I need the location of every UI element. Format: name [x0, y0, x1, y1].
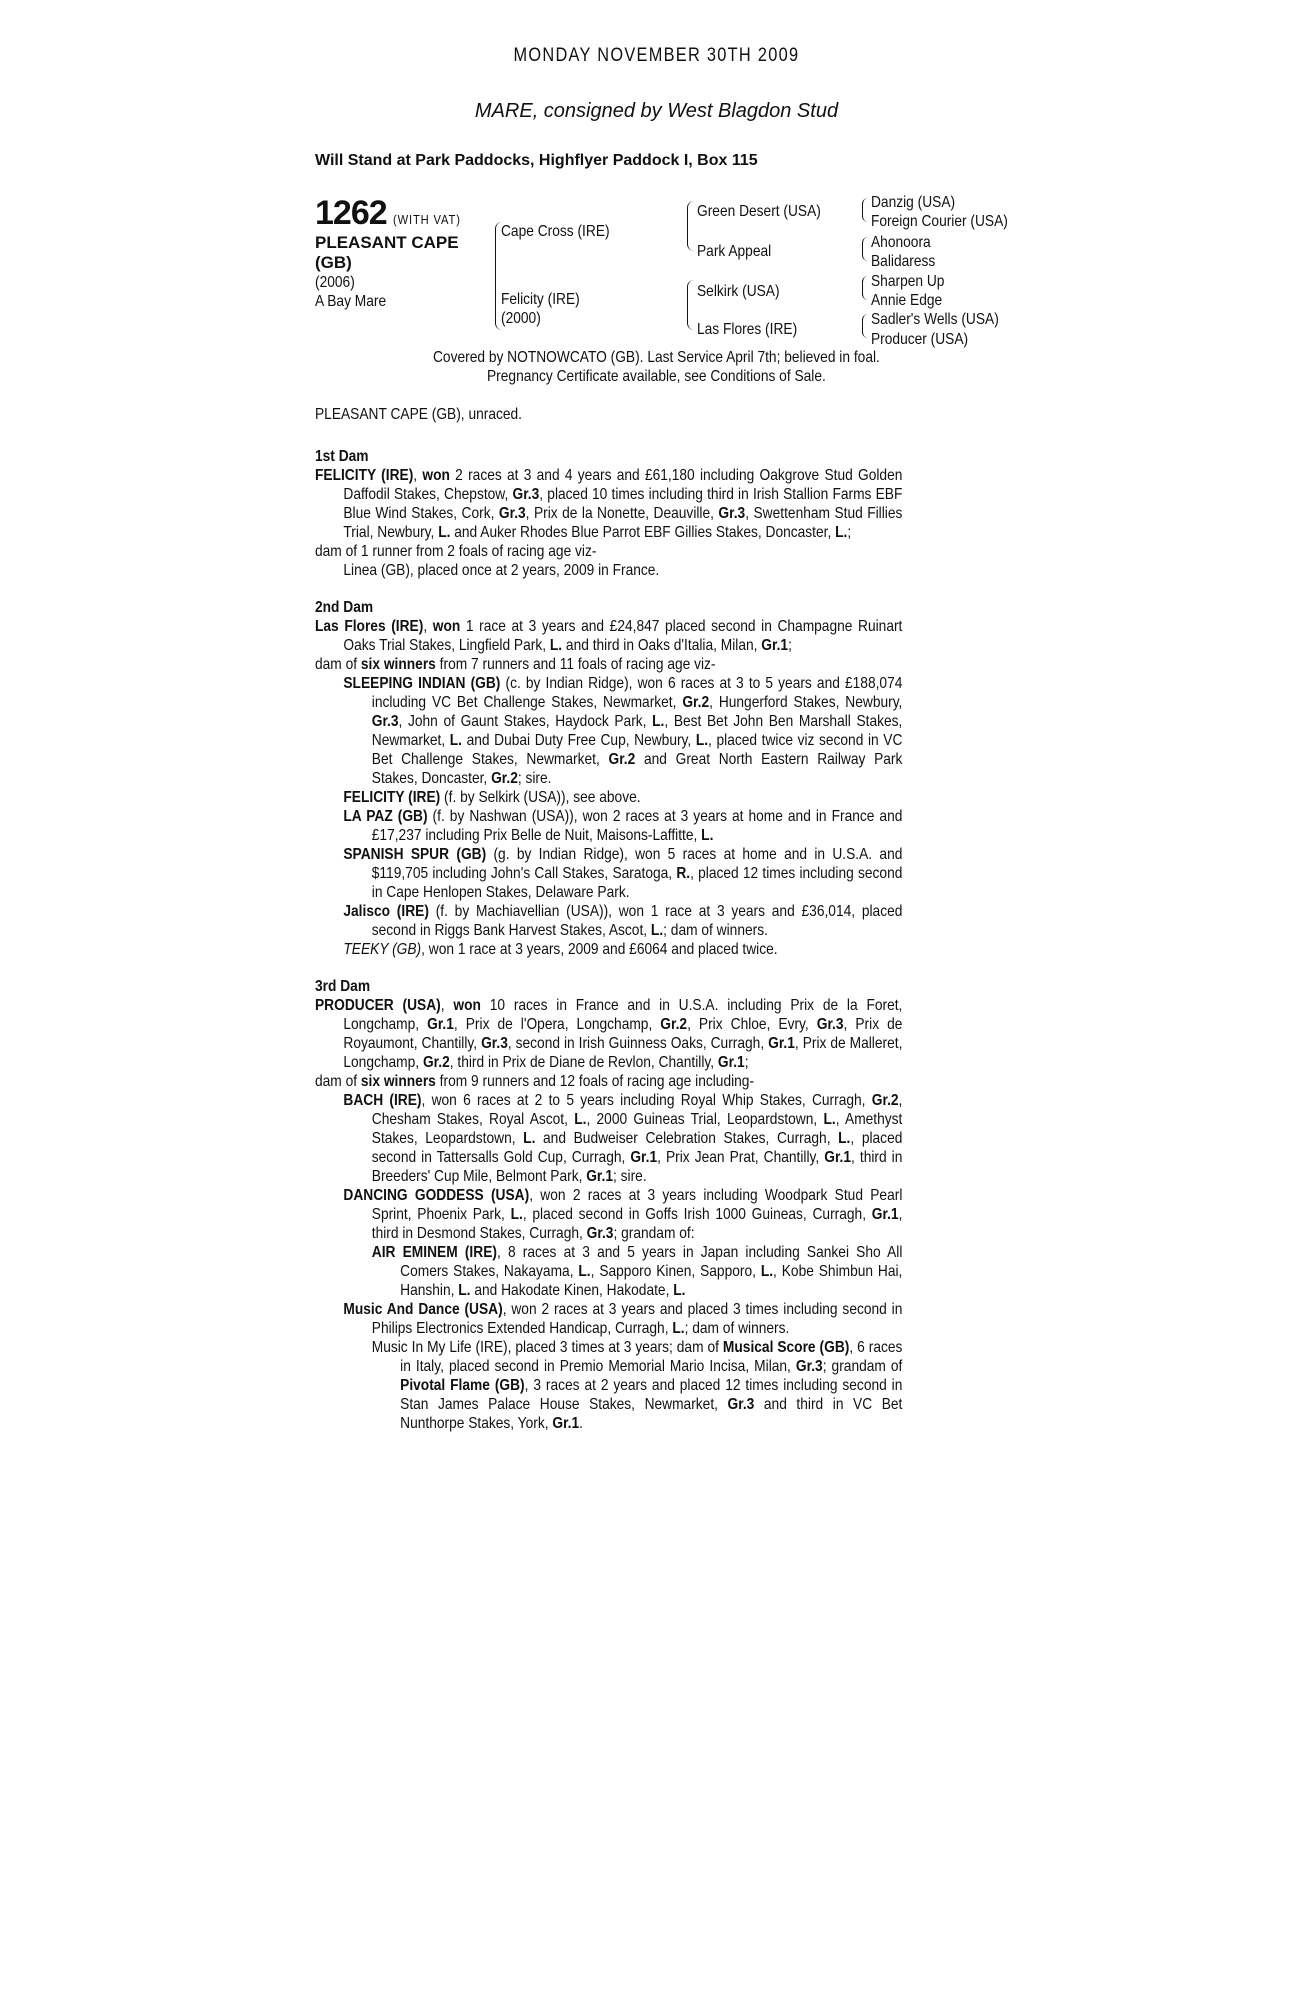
pedigree-sire-dam: Park Appeal [697, 243, 772, 260]
third-dam-grandproduce-1: AIR EMINEM (IRE), 8 races at 3 and 5 years in Japan including Sankei Sho All Comers Stakes, Nakayama, L., Sapporo Kinen, Sapporo, L., Kobe Shimbun Hai, Hanshin, L. and Hakodate Kinen, Hakodate, L. [371, 1244, 903, 1299]
pedigree-dds: Sadler's Wells (USA) [871, 311, 999, 328]
horse-name: PLEASANT CAPE (GB) [315, 233, 459, 272]
covered-line-1: Covered by NOTNOWCATO (GB). Last Service April 7th; believed in foal. [432, 349, 880, 366]
pedigree-brace-3c [862, 276, 868, 300]
pedigree-dam-dam: Las Flores (IRE) [697, 321, 798, 338]
lot-number-block [315, 194, 471, 233]
second-dam-produce-6: TEEKY (GB), won 1 race at 3 years, 2009 and £6064 and placed twice. [343, 941, 778, 958]
pedigree-brace-3d [862, 314, 868, 338]
first-dam-heading: 1st Dam [315, 448, 369, 465]
second-dam-produce-3: LA PAZ (GB) (f. by Nashwan (USA)), won 2 races at 3 years at home and in France and £17,237 including Prix Belle de Nuit, Maisons-Laffitte, L. [343, 808, 903, 844]
covered-note [315, 348, 998, 386]
pedigree-dam-sire: Selkirk (USA) [697, 283, 780, 300]
second-dam-produce-2: FELICITY (IRE) (f. by Selkirk (USA)), see above. [343, 789, 641, 806]
pedigree-brace-3a [862, 198, 868, 222]
pedigree-sire: Cape Cross (IRE) [501, 223, 610, 240]
third-dam-produce-1: BACH (IRE), won 6 races at 2 to 5 years including Royal Whip Stakes, Curragh, Gr.2, Chesham Stakes, Royal Ascot, L., 2000 Guineas Trial, Leopardstown, L., Amethyst Stakes, Leopardstown, L. and Budweiser Celebration Stakes, Curragh, L., placed second in Tattersalls Gold Cup, Curragh, Gr.1, Prix Jean Prat, Chantilly, Gr.1, third in Breeders' Cup Mile, Belmont Park, Gr.1; sire. [343, 1092, 903, 1185]
pedigree-ssd: Foreign Courier (USA) [871, 213, 1008, 230]
pedigree-sss: Danzig (USA) [871, 194, 956, 211]
third-dam-heading: 3rd Dam [315, 978, 371, 995]
pedigree-brace-2a [687, 201, 694, 251]
pedigree-sdd: Balidaress [871, 253, 936, 270]
first-dam-produce-1: Linea (GB), placed once at 2 years, 2009 in France. [343, 562, 660, 579]
horse-description: A Bay Mare [315, 293, 387, 310]
covered-line-2: Pregnancy Certificate available, see Conditions of Sale. [487, 368, 826, 385]
consignor-line: MARE, consigned by West Blagdon Stud [474, 100, 839, 122]
pedigree-brace-3b [862, 237, 868, 261]
intro-line: PLEASANT CAPE (GB), unraced. [315, 406, 522, 423]
second-dam-produce-1: SLEEPING INDIAN (GB) (c. by Indian Ridge), won 6 races at 3 to 5 years and £188,074 including VC Bet Challenge Stakes, Newmarket, Gr.2, Hungerford Stakes, Newbury, Gr.3, John of Gaunt Stakes, Haydock Park, L., Best Bet John Ben Marshall Stakes, Newmarket, L. and Dubai Duty Free Cup, Newbury, L., placed twice viz second in VC Bet Challenge Stakes, Newmarket, Gr.2 and Great North Eastern Railway Park Stakes, Doncaster, Gr.2; sire. [343, 675, 903, 787]
pedigree-dss: Sharpen Up [871, 273, 945, 290]
pedigree-ddd: Producer (USA) [871, 331, 969, 348]
stand-location: Will Stand at Park Paddocks, Highflyer Paddock I, Box 115 [315, 152, 758, 169]
third-dam-produce-3: Music And Dance (USA), won 2 races at 3 years and placed 3 times including second in Philips Electronics Extended Handicap, Curragh, L.; dam of winners. [343, 1301, 903, 1337]
first-dam-produce-summary: dam of 1 runner from 2 foals of racing age viz- [315, 543, 597, 560]
second-dam-produce-5: Jalisco (IRE) (f. by Machiavellian (USA)), won 1 race at 3 years and £36,014, placed second in Riggs Bank Harvest Stakes, Ascot, L.; dam of winners. [343, 903, 903, 939]
pedigree-dam: Felicity (IRE) [501, 291, 580, 308]
third-dam-produce-2: DANCING GODDESS (USA), won 2 races at 3 years including Woodpark Stud Pearl Sprint, Phoenix Park, L., placed second in Goffs Irish 1000 Guineas, Curragh, Gr.1, third in Desmond Stakes, Curragh, Gr.3; grandam of: [343, 1187, 903, 1242]
second-dam-produce-summary: dam of six winners from 7 runners and 11 foals of racing age viz- [315, 656, 716, 673]
pedigree-sds: Ahonoora [871, 234, 931, 251]
second-dam-heading: 2nd Dam [315, 599, 374, 616]
lot-number: 1262 [315, 194, 387, 232]
third-dam-record: PRODUCER (USA), won 10 races in France and in U.S.A. including Prix de la Foret, Longchamp, Gr.1, Prix de l'Opera, Longchamp, Gr.2, Prix Chloe, Evry, Gr.3, Prix de Royaumont, Chantilly, Gr.3, second in Irish Guinness Oaks, Curragh, Gr.1, Prix de Malleret, Longchamp, Gr.2, third in Prix de Diane de Revlon, Chantilly, Gr.1; [315, 997, 903, 1071]
second-dam-record: Las Flores (IRE), won 1 race at 3 years and £24,847 placed second in Champagne Ruinart Oaks Trial Stakes, Lingfield Park, L. and third in Oaks d'Italia, Milan, Gr.1; [315, 618, 903, 654]
third-dam-produce-summary: dam of six winners from 9 runners and 12 foals of racing age including- [315, 1073, 755, 1090]
third-dam-grandproduce-2: Music In My Life (IRE), placed 3 times at 3 years; dam of Musical Score (GB), 6 races in Italy, placed second in Premio Memorial Mario Incisa, Milan, Gr.3; grandam of Pivotal Flame (GB), 3 races at 2 years and placed 12 times including second in Stan James Palace House Stakes, Newmarket, Gr.3 and third in VC Bet Nunthorpe Stakes, York, Gr.1. [371, 1339, 903, 1432]
second-dam-produce-4: SPANISH SPUR (GB) (g. by Indian Ridge), won 5 races at home and in U.S.A. and $119,705 including John's Call Stakes, Saratoga, R., placed 12 times including second in Cape Henlopen Stakes, Delaware Park. [343, 846, 903, 901]
pedigree-dam-year: (2000) [501, 310, 541, 327]
pedigree-brace-2b [687, 280, 694, 330]
vat-note: (WITH VAT) [392, 212, 461, 227]
first-dam-record: FELICITY (IRE), won 2 races at 3 and 4 years and £61,180 including Oakgrove Stud Golden Daffodil Stakes, Chepstow, Gr.3, placed 10 times including third in Irish Stallion Farms EBF Blue Wind Stakes, Cork, Gr.3, Prix de la Nonette, Deauville, Gr.3, Swettenham Stud Fillies Trial, Newbury, L. and Auker Rhodes Blue Parrot EBF Gillies Stakes, Doncaster, L.; [315, 467, 903, 541]
pedigree-sire-sire: Green Desert (USA) [697, 203, 821, 220]
horse-year: (2006) [315, 274, 355, 291]
sale-date: MONDAY NOVEMBER 30TH 2009 [513, 45, 800, 66]
catalogue-body [315, 405, 902, 1433]
pedigree-dsd: Annie Edge [871, 292, 943, 309]
